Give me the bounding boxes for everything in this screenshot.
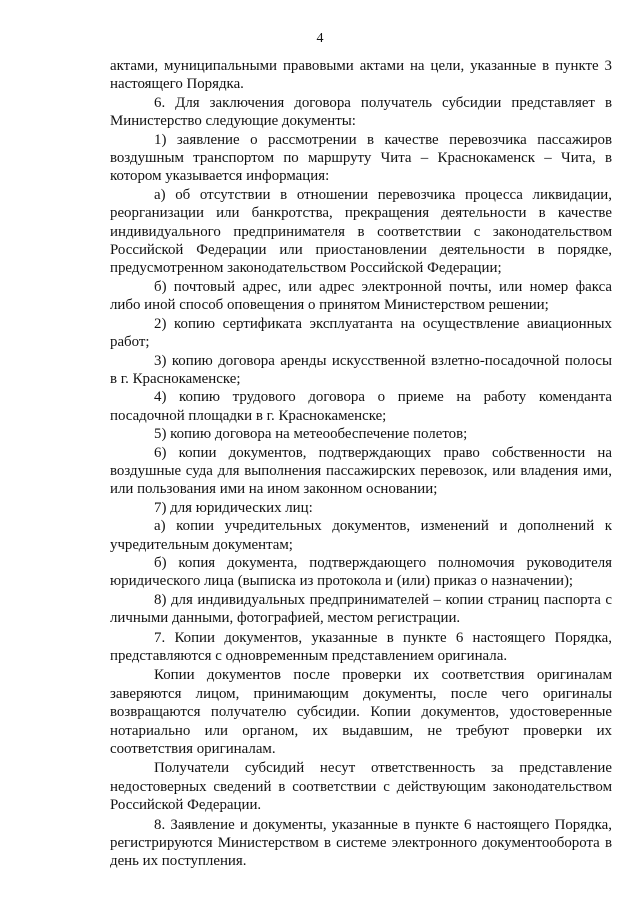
paragraph-item-6: 6. Для заключения договора получатель субсидии представляет в Министерство следующие документы: xyxy=(110,94,612,130)
paragraph-subitem-3: 3) копию договора аренды искусственной взлетно-посадочной полосы в г. Краснокаменске; xyxy=(110,352,612,387)
paragraph-copies-verification: Копии документов после проверки их соответствия оригиналам заверяются лицом, принимающим документы, после чего оригиналы возвращаются получателю субсидии. Копии документов, удостоверенные нотариально или органом, их выдавшим, не требуют проверки их соответствия оригиналам. xyxy=(110,667,612,758)
paragraph-subitem-6: 6) копии документов, подтверждающих право собственности на воздушные суда для выполнения пассажирских перевозок, или владения ими, или пользования ими на ином законном основании; xyxy=(110,444,612,498)
paragraph-subitem-7b: б) копия документа, подтверждающего полномочия руководителя юридического лица (выписка из протокола и (или) приказ о назначении); xyxy=(110,554,612,590)
paragraph-responsibility: Получатели субсидий несут ответственность за представление недостоверных сведений в соответствии с действующим законодательством Российской Федерации. xyxy=(110,760,612,814)
document-body xyxy=(110,57,612,871)
paragraph-item-8: 8. Заявление и документы, указанные в пункте 6 настоящего Порядка, регистрируются Министерством в системе электронного документооборота в день их поступления. xyxy=(110,816,612,870)
paragraph-subitem-2: 2) копию сертификата эксплуатанта на осуществление авиационных работ; xyxy=(110,315,612,351)
paragraph-subitem-7: 7) для юридических лиц: xyxy=(154,499,313,516)
paragraph-item-7: 7. Копии документов, указанные в пункте 6 настоящего Порядка, представляются с одновременным представлением оригинала. xyxy=(110,629,612,664)
paragraph-subitem-8: 8) для индивидуальных предпринимателей – копии страниц паспорта с личными данными, фотографией, местом регистрации. xyxy=(110,591,612,627)
paragraph-subitem-1: 1) заявление о рассмотрении в качестве перевозчика пассажиров воздушным транспортом по маршруту Чита – Краснокаменск – Чита, в котором указывается информация: xyxy=(110,131,612,185)
page-number: 4 xyxy=(316,31,324,46)
paragraph-subitem-1a: а) об отсутствии в отношении перевозчика процесса ликвидации, реорганизации или банкротства, прекращения деятельности в качестве индивидуального предпринимателя в соответствии с законодательством Российской Федерации или приостановлении деятельности в порядке, предусмотренном законодательством Российской Федерации; xyxy=(110,186,612,277)
paragraph-continuation: актами, муниципальными правовыми актами на цели, указанные в пункте 3 настоящего Порядка. xyxy=(110,58,612,93)
paragraph-subitem-5: 5) копию договора на метеообеспечение полетов; xyxy=(154,426,468,443)
paragraph-subitem-7a: а) копии учредительных документов, изменений и дополнений к учредительным документам; xyxy=(110,518,612,553)
paragraph-subitem-4: 4) копию трудового договора о приеме на работу коменданта посадочной площадки в г. Краснокаменске; xyxy=(110,389,612,424)
paragraph-subitem-1b: б) почтовый адрес, или адрес электронной почты, или номер факса либо иной способ оповещения о принятом Министерством решении; xyxy=(110,278,612,314)
